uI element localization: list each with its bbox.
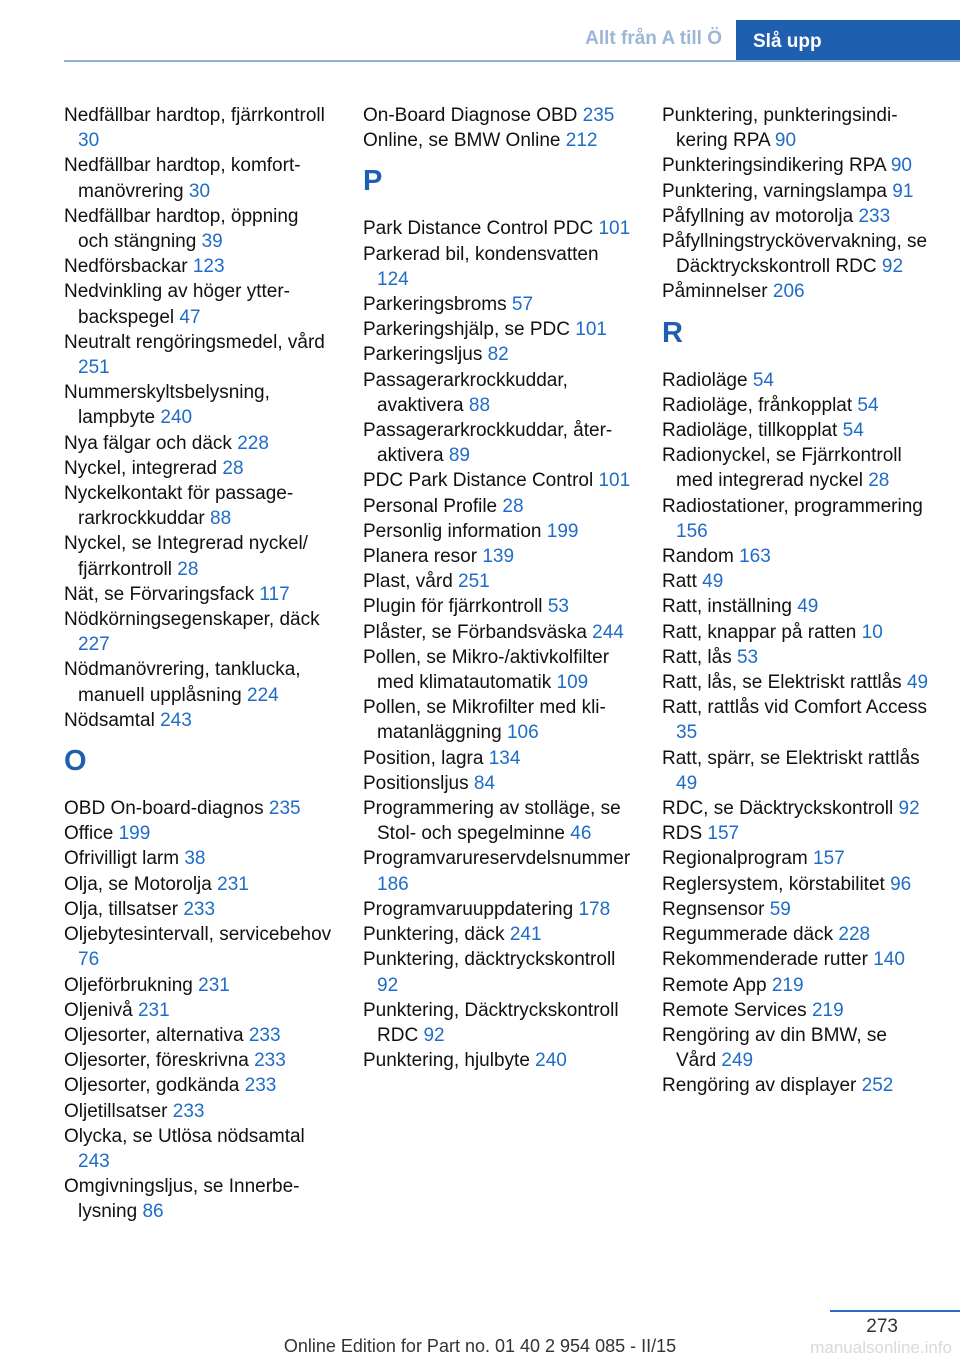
entry-text: Programvarureservdelsnummer [363, 848, 631, 870]
page-reference-link[interactable]: 241 [509, 924, 542, 946]
page-reference-link[interactable]: 233 [858, 205, 891, 227]
entry-text: Passagerarkrockkuddar, återaktivera [363, 420, 613, 467]
entry-text: Påminnelser [662, 281, 768, 303]
index-entry [64, 582, 332, 607]
entry-text: Punktering, däcktryckskontroll [363, 949, 616, 971]
section-title: Allt från A till Ö [585, 28, 722, 49]
page-reference-link[interactable]: 88 [210, 508, 232, 530]
page-reference-link[interactable]: 233 [183, 898, 216, 920]
entry-text: Oljesorter, alternativa [64, 1024, 244, 1046]
index-entry [662, 973, 930, 998]
page-reference-link[interactable]: 228 [838, 924, 871, 946]
entry-text: RDC, se Däcktryckskontroll [662, 798, 894, 820]
index-entry [363, 216, 631, 241]
page-reference-link[interactable]: 227 [78, 634, 110, 656]
entry-text: Nyckel, se Integrerad nyckel/ fjärrkontroll [64, 533, 308, 580]
page-reference-link[interactable]: 244 [592, 621, 624, 643]
entry-text: Office [64, 823, 114, 845]
page-reference-link[interactable]: 251 [78, 357, 110, 379]
entry-text: Punktering, däck [363, 924, 505, 946]
entry-text: Radionyckel, se Fjärrkontroll med integrerad nyckel [662, 445, 902, 492]
entry-text: Nät, se Förvaringsfack [64, 583, 255, 605]
index-entry [662, 821, 930, 846]
entry-text: Ratt, spärr, se Elektriskt rattlås [662, 747, 920, 769]
index-entry [662, 1073, 930, 1098]
index-letter-heading: P [363, 165, 383, 198]
index-entry [64, 481, 332, 531]
index-entry [64, 279, 332, 329]
page-reference-link[interactable]: 233 [244, 1075, 277, 1097]
page-reference-link[interactable]: 228 [237, 432, 269, 454]
entry-text: Radiostationer, programmering [662, 495, 923, 517]
entry-text: Nödsamtal [64, 709, 155, 731]
edition-footer: Online Edition for Part no. 01 40 2 954 085 - II/15 [283, 1336, 677, 1356]
index-entry [363, 645, 631, 695]
page-reference-link[interactable]: 219 [811, 999, 844, 1021]
index-entry [64, 1048, 332, 1073]
page-reference-link[interactable]: 249 [721, 1050, 754, 1072]
page-reference-link[interactable]: 92 [898, 798, 920, 820]
page-reference-link[interactable]: 235 [582, 105, 615, 126]
page-reference-link[interactable]: 53 [736, 646, 759, 668]
page-reference-link[interactable]: 231 [137, 999, 170, 1021]
page-reference-link[interactable]: 134 [488, 747, 521, 769]
index-entry [64, 254, 332, 279]
page-reference-link[interactable]: 224 [247, 684, 279, 706]
page-reference-link[interactable]: 54 [842, 420, 864, 442]
index-entry [64, 1099, 332, 1124]
index-entry [662, 746, 930, 796]
entry-text: Ratt, lås [662, 646, 732, 668]
index-entry [64, 922, 332, 972]
index-entry [363, 103, 631, 128]
entry-text: Planera resor [363, 546, 478, 568]
page-reference-link[interactable]: 59 [769, 898, 791, 920]
entry-text: Programmering av stolläge, se Stol- och spegelminne [363, 798, 621, 845]
index-entry [64, 973, 332, 998]
index-entry [64, 204, 332, 254]
page-reference-link[interactable]: 86 [142, 1201, 164, 1223]
entry-text: Olycka, se Utlösa nödsamtal [64, 1125, 305, 1147]
entry-text: Pollen, se Mikrofilter med klimatanläggning [363, 697, 606, 744]
index-entry [363, 317, 631, 342]
entry-text: Parkerad bil, kondensvatten [363, 243, 599, 265]
page-reference-link[interactable]: 157 [813, 848, 845, 870]
page-reference-link[interactable]: 90 [890, 155, 912, 177]
index-entry [363, 998, 631, 1048]
index-entry [662, 670, 930, 695]
page-reference-link[interactable]: 90 [774, 130, 797, 152]
entry-text: On-Board Diagnose OBD [363, 105, 578, 126]
index-entry [363, 620, 631, 645]
entry-text: Ratt, lås, se Elektriskt rattlås [662, 672, 902, 694]
index-entry [662, 544, 930, 569]
page-reference-link[interactable]: 30 [188, 180, 211, 202]
entry-text: Parkeringshjälp, se PDC [363, 319, 570, 341]
page-reference-link[interactable]: 251 [458, 571, 490, 593]
index-entry [363, 947, 631, 997]
entry-text: Pollen, se Mikro-/aktivkolfilter med klimatautomatik [363, 646, 610, 694]
entry-text: Nyckelkontakt för passagerarkrockkuddar [64, 483, 294, 530]
index-entry [64, 872, 332, 897]
entry-text: Ratt, knappar på ratten [662, 621, 857, 643]
page-reference-link[interactable]: 240 [535, 1050, 567, 1072]
page-reference-link[interactable]: 117 [259, 583, 290, 605]
entry-text: Regnsensor [662, 898, 765, 920]
page-reference-link[interactable]: 92 [377, 974, 399, 996]
index-entry [363, 242, 631, 292]
entry-text: Programvaruuppdatering [363, 898, 574, 920]
index-entry [363, 746, 631, 771]
page-reference-link[interactable]: 47 [179, 306, 201, 328]
index-entry [64, 1023, 332, 1048]
entry-text: Regionalprogram [662, 848, 808, 870]
page-reference-link[interactable]: 106 [506, 722, 539, 744]
entry-text: Random [662, 546, 734, 568]
index-entry [64, 330, 332, 380]
page-reference-link[interactable]: 219 [771, 974, 804, 996]
index-entry [662, 279, 930, 304]
index-entry [662, 393, 930, 418]
index-entry [662, 947, 930, 972]
page-reference-link[interactable]: 101 [575, 319, 607, 341]
page-reference-link[interactable]: 84 [473, 772, 496, 794]
page-reference-link[interactable]: 82 [487, 344, 509, 366]
entry-text: Parkeringsljus [363, 344, 483, 366]
index-entry [363, 1048, 631, 1073]
page-reference-link[interactable]: 243 [160, 709, 192, 731]
index-entry [363, 594, 631, 619]
index-column-2 [363, 103, 631, 1073]
index-entry [662, 443, 930, 493]
entry-text: Radioläge [662, 369, 748, 391]
entry-text: Plugin för fjärrkontroll [363, 596, 543, 618]
index-column-3 [662, 103, 930, 1099]
index-entry [662, 897, 930, 922]
page-reference-link[interactable]: 139 [482, 546, 515, 568]
page-reference-link[interactable]: 140 [873, 949, 905, 971]
entry-text: Nya fälgar och däck [64, 432, 232, 454]
index-entry [662, 645, 930, 670]
index-entry [363, 292, 631, 317]
index-entry [662, 368, 930, 393]
watermark: manualsonline.info [810, 1338, 952, 1357]
index-entry [64, 657, 332, 707]
entry-text: Rengöring av displayer [662, 1075, 857, 1097]
page-reference-link[interactable]: 157 [707, 823, 740, 845]
entry-text: Parkeringsbroms [363, 294, 507, 316]
entry-text: Regummerade däck [662, 924, 834, 946]
page-reference-link[interactable]: 91 [892, 180, 914, 202]
entry-text: Ratt, rattlås vid Comfort Access [662, 697, 928, 719]
entry-text: Oljeförbrukning [64, 974, 193, 996]
entry-text: Olja, tillsatser [64, 898, 179, 920]
index-entry [662, 796, 930, 821]
page-reference-link[interactable]: 212 [565, 130, 598, 152]
entry-text: Positionsljus [363, 772, 469, 794]
page-reference-link[interactable]: 156 [676, 520, 708, 542]
index-entry [662, 922, 930, 947]
page-reference-link[interactable]: 199 [546, 520, 579, 542]
index-entry [662, 153, 930, 178]
page-reference-link[interactable]: 235 [268, 798, 301, 820]
index-entry [363, 494, 631, 519]
entry-text: Punktering, punkteringsindikering RPA [662, 105, 898, 152]
index-entry [662, 229, 930, 279]
index-entry [64, 531, 332, 581]
entry-text: Punktering, varningslampa [662, 180, 887, 202]
page-reference-link[interactable]: 53 [547, 596, 569, 618]
entry-text: Påfyllningstryckövervakning, se Däcktryckskontroll RDC [662, 231, 928, 278]
index-entry [662, 204, 930, 229]
entry-text: Oljebytesintervall, servicebehov [64, 924, 332, 946]
index-entry [64, 897, 332, 922]
entry-text: Neutralt rengöringsmedel, vård [64, 331, 325, 353]
index-entry [363, 342, 631, 367]
page-reference-link[interactable]: 28 [868, 470, 890, 492]
header-rule [64, 60, 960, 62]
page-reference-link[interactable]: 49 [702, 571, 724, 593]
page-reference-link[interactable]: 28 [222, 457, 244, 479]
index-entry [662, 998, 930, 1023]
index-letter-heading: R [662, 316, 683, 349]
index-entry [662, 569, 930, 594]
index-entry [64, 1124, 332, 1174]
page-reference-link[interactable]: 39 [201, 231, 223, 253]
page-reference-link[interactable]: 35 [676, 722, 698, 744]
page-reference-link[interactable]: 243 [78, 1150, 110, 1172]
index-entry [64, 1174, 332, 1224]
entry-text: Oljenivå [64, 999, 133, 1021]
page-reference-link[interactable]: 30 [78, 130, 100, 152]
page-reference-link[interactable]: 101 [598, 470, 631, 492]
index-entry [64, 431, 332, 456]
entry-text: Remote Services [662, 999, 807, 1021]
index-entry [363, 128, 631, 153]
page-reference-link[interactable]: 38 [184, 848, 206, 870]
entry-text: Punktering, hjulbyte [363, 1050, 530, 1072]
page-reference-link[interactable]: 49 [797, 596, 819, 618]
entry-text: Oljetillsatser [64, 1100, 168, 1122]
page-reference-link[interactable]: 231 [217, 873, 249, 895]
entry-text: Nedfällbar hardtop, öppning och stängning [64, 205, 299, 253]
page-reference-link[interactable]: 252 [861, 1075, 894, 1097]
index-entry [363, 468, 631, 493]
entry-text: Omgivningsljus, se Innerbelysning [64, 1176, 300, 1223]
index-entry [662, 1023, 930, 1073]
page-reference-link[interactable]: 54 [752, 369, 774, 391]
entry-text: Påfyllning av motorolja [662, 205, 854, 227]
entry-text: Nedfällbar hardtop, fjärrkontroll [64, 105, 325, 126]
entry-text: Nödmanövrering, tanklucka, manuell upplåsning [64, 659, 301, 706]
index-entry [363, 897, 631, 922]
index-entry [363, 846, 631, 896]
entry-text: Nedvinkling av höger ytterbackspegel [64, 281, 290, 328]
page-reference-link[interactable]: 233 [254, 1050, 286, 1072]
entry-text: Nedfällbar hardtop, komfortmanövrering [64, 155, 301, 202]
section-tab: Slå upp [736, 20, 960, 62]
index-entry [662, 846, 930, 871]
index-entry [64, 153, 332, 203]
page-reference-link[interactable]: 89 [448, 445, 470, 467]
index-entry [363, 519, 631, 544]
index-entry [64, 607, 332, 657]
entry-text: Nummerskyltsbelysning, lampbyte [64, 382, 270, 429]
index-letter-heading: O [64, 745, 87, 778]
entry-text: OBD On-board-diagnos [64, 798, 264, 820]
page-reference-link[interactable]: 101 [598, 218, 631, 240]
index-entry [363, 771, 631, 796]
page-reference-link[interactable]: 240 [160, 407, 193, 429]
entry-text: Personlig information [363, 520, 542, 542]
page-reference-link[interactable]: 178 [578, 898, 611, 920]
index-entry [662, 594, 930, 619]
page-reference-link[interactable]: 92 [881, 256, 904, 278]
index-entry [64, 380, 332, 430]
entry-text: Ofrivilligt larm [64, 848, 180, 870]
index-entry [64, 456, 332, 481]
entry-text: Plåster, se Förbandsväska [363, 621, 587, 643]
page-reference-link[interactable]: 10 [861, 621, 883, 643]
page-reference-link[interactable]: 49 [676, 772, 698, 794]
entry-text: Rekommenderade rutter [662, 949, 868, 971]
entry-text: Position, lagra [363, 747, 484, 769]
page-reference-link[interactable]: 57 [511, 294, 534, 316]
entry-text: Olja, se Motorolja [64, 873, 212, 895]
entry-text: Punkteringsindikering RPA [662, 155, 886, 177]
page-reference-link[interactable]: 124 [377, 268, 409, 290]
entry-text: Personal Profile [363, 495, 498, 517]
entry-text: Ratt, inställning [662, 596, 792, 618]
entry-text: Reglersystem, körstabilitet [662, 873, 885, 895]
entry-text: Nedförsbackar [64, 256, 188, 278]
index-entry [363, 544, 631, 569]
page-header [0, 0, 960, 62]
page-reference-link[interactable]: 163 [739, 546, 771, 568]
page-reference-link[interactable]: 199 [118, 823, 151, 845]
page-reference-link[interactable]: 46 [570, 823, 592, 845]
entry-text: Oljesorter, godkända [64, 1075, 240, 1097]
page-reference-link[interactable]: 123 [192, 256, 225, 278]
index-entry [662, 872, 930, 897]
index-entry [363, 695, 631, 745]
entry-text: Radioläge, tillkopplat [662, 420, 838, 442]
entry-text: RDS [662, 823, 703, 845]
index-entry [662, 179, 930, 204]
page-reference-link[interactable]: 233 [172, 1100, 205, 1122]
entry-text: Nyckel, integrerad [64, 457, 218, 479]
entry-text: Nödkörningsegenskaper, däck [64, 609, 320, 631]
index-entry [64, 998, 332, 1023]
page-reference-link[interactable]: 92 [423, 1024, 445, 1046]
page-reference-link[interactable]: 76 [78, 949, 100, 971]
page-reference-link[interactable]: 54 [857, 394, 879, 416]
index-entry [662, 695, 930, 745]
page-reference-link[interactable]: 109 [556, 672, 589, 694]
entry-text: Online, se BMW Online [363, 130, 561, 152]
page-reference-link[interactable]: 233 [248, 1024, 281, 1046]
entry-text: Punktering, Däcktryckskontroll RDC [363, 999, 619, 1046]
footer-rule [830, 1310, 960, 1312]
entry-text: Rengöring av din BMW, se Vård [662, 1024, 887, 1072]
index-column-1 [64, 103, 332, 1225]
page-number: 273 [866, 1316, 898, 1337]
page-reference-link[interactable]: 206 [772, 281, 805, 303]
entry-text: Passagerarkrockkuddar, avaktivera [363, 369, 568, 416]
index-entry [64, 103, 332, 153]
entry-text: Remote App [662, 974, 767, 996]
index-entry [363, 418, 631, 468]
index-entry [64, 796, 332, 821]
entry-text: Plast, vård [363, 571, 453, 593]
index-entry [64, 846, 332, 871]
index-entry [363, 796, 631, 846]
page-reference-link[interactable]: 49 [906, 672, 929, 694]
index-entry [64, 1073, 332, 1098]
index-entry [662, 103, 930, 153]
index-entry [64, 708, 332, 733]
index-entry [662, 620, 930, 645]
entry-text: PDC Park Distance Control [363, 470, 594, 492]
index-entry [662, 494, 930, 544]
index-entry [363, 922, 631, 947]
entry-text: Radioläge, frånkopplat [662, 394, 853, 416]
page-reference-link[interactable]: 186 [377, 873, 409, 895]
page-reference-link[interactable]: 28 [177, 558, 199, 580]
index-entry [363, 368, 631, 418]
page-reference-link[interactable]: 88 [468, 394, 491, 416]
page-reference-link[interactable]: 28 [502, 495, 524, 517]
index-entry [64, 821, 332, 846]
index-entry [363, 569, 631, 594]
page-reference-link[interactable]: 96 [890, 873, 912, 895]
index-entry [662, 418, 930, 443]
page-reference-link[interactable]: 231 [198, 974, 230, 996]
entry-text: Park Distance Control PDC [363, 218, 594, 240]
entry-text: Oljesorter, föreskrivna [64, 1050, 249, 1072]
entry-text: Ratt [662, 571, 697, 593]
